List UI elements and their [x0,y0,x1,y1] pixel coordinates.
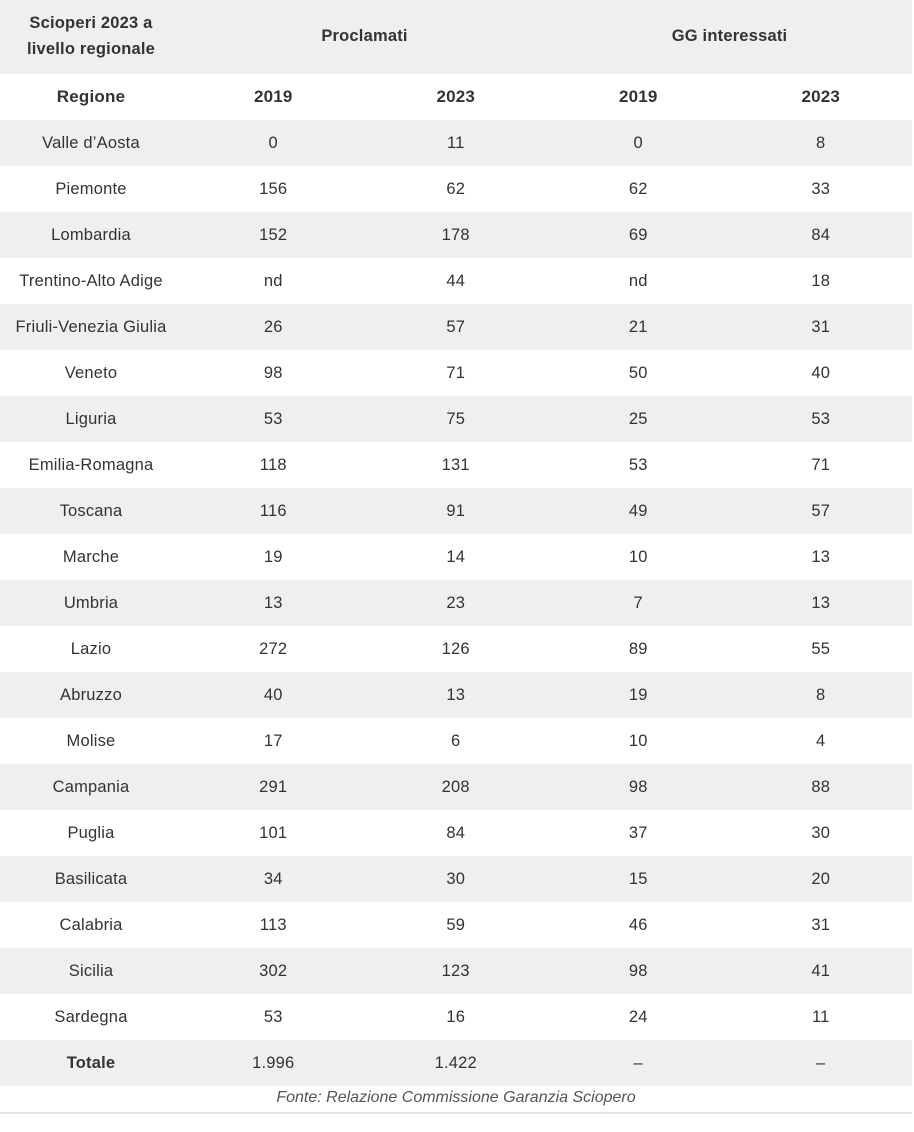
proclamati-2023-cell: 57 [446,317,466,336]
table-row [0,166,912,212]
group-header-proclamati: Proclamati [321,26,408,45]
proclamati-2023-cell: 1.422 [434,1053,477,1072]
proclamati-2019-cell: 17 [263,731,283,750]
table-body [0,120,912,1086]
proclamati-2019-cell: 113 [259,915,287,934]
proclamati-2019-cell: 302 [259,961,288,980]
proclamati-2023-cell: 123 [441,961,470,980]
proclamati-2023-cell: 13 [446,685,466,704]
gg-2019-cell: 25 [628,409,648,428]
proclamati-2023-cell: 62 [446,179,466,198]
proclamati-2023-cell: 44 [446,271,466,290]
gg-2019-cell: 7 [633,593,643,612]
proclamati-2019-cell: 1.996 [252,1053,295,1072]
proclamati-2019-cell: 53 [263,409,283,428]
region-cell: Piemonte [55,179,127,198]
proclamati-2023-cell: 14 [446,547,466,566]
proclamati-2019-cell: 0 [268,133,278,152]
gg-2023-cell: 53 [811,409,831,428]
table-row [0,396,912,442]
gg-2023-cell: 88 [811,777,831,796]
gg-2019-cell: 53 [628,455,648,474]
proclamati-2019-cell: 152 [259,225,288,244]
table-row [0,948,912,994]
region-cell: Basilicata [54,869,128,888]
gg-2023-cell: 4 [816,731,826,750]
proclamati-2023-cell: 16 [446,1007,466,1026]
region-cell: Puglia [67,823,115,842]
gg-2019-cell: 50 [628,363,648,382]
gg-2023-cell: 55 [811,639,831,658]
table-total-row [0,1040,912,1086]
column-header-proclamati-2023: 2023 [436,87,476,106]
proclamati-2023-cell: 23 [446,593,466,612]
table-row [0,350,912,396]
gg-2019-cell: 62 [628,179,648,198]
proclamati-2019-cell: 101 [259,823,288,842]
table-row [0,212,912,258]
gg-2023-cell: 31 [811,317,831,336]
table-title: Scioperi 2023 a livello regionale [26,14,156,58]
proclamati-2019-cell: 13 [263,593,283,612]
group-header-gg-interessati: GG interessati [671,26,788,45]
gg-2019-cell: – [633,1053,643,1072]
table-row [0,120,912,166]
gg-2023-cell: 8 [816,685,826,704]
gg-2019-cell: 37 [628,823,648,842]
region-cell: Marche [62,547,120,566]
proclamati-2023-cell: 91 [446,501,466,520]
gg-2023-cell: 13 [811,547,831,566]
region-cell: Veneto [64,363,118,382]
gg-2019-cell: 98 [628,961,648,980]
source-note: Fonte: Relazione Commissione Garanzia Sciopero [0,1086,912,1114]
gg-2019-cell: nd [628,271,648,290]
region-cell: Lombardia [51,225,131,244]
gg-2023-cell: 8 [816,133,826,152]
proclamati-2019-cell: 116 [259,501,287,520]
column-header-gg-2019: 2019 [618,87,658,106]
table-row [0,672,912,718]
proclamati-2023-cell: 11 [446,133,465,152]
gg-2019-cell: 19 [628,685,648,704]
table-row [0,304,912,350]
region-cell: Sicilia [68,961,114,980]
gg-2023-cell: 40 [811,363,831,382]
gg-2023-cell: 20 [811,869,831,888]
proclamati-2019-cell: 26 [263,317,283,336]
gg-2019-cell: 46 [628,915,648,934]
proclamati-2023-cell: 75 [446,409,466,428]
proclamati-2019-cell: 98 [263,363,283,382]
column-header-regione: Regione [56,87,126,106]
gg-2019-cell: 10 [628,731,648,750]
gg-2019-cell: 49 [628,501,648,520]
gg-2023-cell: 71 [811,455,831,474]
proclamati-2019-cell: 34 [263,869,283,888]
proclamati-2019-cell: 40 [263,685,283,704]
proclamati-2019-cell: 19 [263,547,283,566]
proclamati-2023-cell: 131 [441,455,470,474]
table-row [0,994,912,1040]
proclamati-2023-cell: 84 [446,823,466,842]
region-cell: Abruzzo [60,685,122,704]
proclamati-2019-cell: 291 [259,777,288,796]
gg-2023-cell: 18 [811,271,831,290]
proclamati-2023-cell: 6 [451,731,461,750]
gg-2019-cell: 15 [628,869,648,888]
proclamati-2023-cell: 208 [441,777,470,796]
table-row [0,534,912,580]
gg-2023-cell: 41 [811,961,831,980]
region-cell: Emilia-Romagna [28,455,154,474]
proclamati-2023-cell: 59 [446,915,466,934]
gg-2023-cell: 30 [811,823,831,842]
proclamati-2023-cell: 71 [446,363,466,382]
gg-2023-cell: – [816,1053,826,1072]
gg-2019-cell: 0 [633,133,643,152]
region-cell: Toscana [59,501,123,520]
region-cell: Campania [52,777,130,796]
proclamati-2023-cell: 126 [441,639,470,658]
region-cell: Trentino-Alto Adige [19,271,163,290]
region-cell: Calabria [59,915,123,934]
table-row [0,810,912,856]
gg-2019-cell: 98 [628,777,648,796]
region-cell: Liguria [65,409,117,428]
column-header-proclamati-2019: 2019 [253,87,293,106]
table-row [0,488,912,534]
gg-2023-cell: 57 [811,501,831,520]
gg-2023-cell: 33 [811,179,831,198]
table-column-header-row [0,74,912,120]
proclamati-2019-cell: nd [263,271,283,290]
region-cell: Molise [66,731,116,750]
proclamati-2023-cell: 178 [441,225,470,244]
table-row [0,764,912,810]
region-cell: Sardegna [54,1007,128,1026]
table-row [0,902,912,948]
proclamati-2019-cell: 156 [259,179,288,198]
gg-2019-cell: 10 [628,547,648,566]
region-cell: Totale [66,1053,116,1072]
table-row [0,442,912,488]
proclamati-2019-cell: 53 [263,1007,283,1026]
proclamati-2023-cell: 30 [446,869,466,888]
gg-2023-cell: 11 [811,1007,830,1026]
table-row [0,258,912,304]
gg-2023-cell: 31 [811,915,831,934]
region-cell: Lazio [70,639,112,658]
table-group-header-row [0,0,912,74]
gg-2019-cell: 69 [628,225,648,244]
table-row [0,580,912,626]
gg-2023-cell: 13 [811,593,831,612]
region-cell: Umbria [63,593,119,612]
proclamati-2019-cell: 118 [259,455,287,474]
gg-2023-cell: 84 [811,225,831,244]
region-cell: Friuli-Venezia Giulia [15,317,167,336]
column-header-gg-2023: 2023 [801,87,841,106]
gg-2019-cell: 24 [628,1007,648,1026]
table-row [0,856,912,902]
region-cell: Valle d’Aosta [42,133,140,152]
proclamati-2019-cell: 272 [259,639,288,658]
table-row [0,626,912,672]
table-row [0,718,912,764]
gg-2019-cell: 89 [628,639,648,658]
gg-2019-cell: 21 [628,317,648,336]
